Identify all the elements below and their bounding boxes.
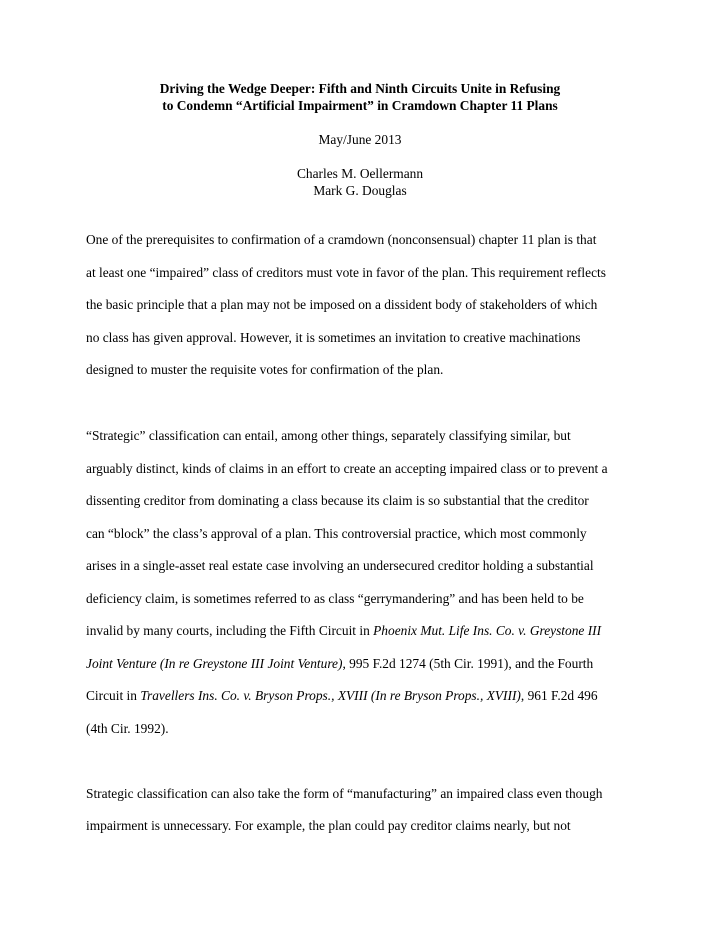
paragraph-2-line <box>86 688 598 704</box>
case-citation: Joint Venture (In re Greystone III Joint Venture) <box>86 656 343 671</box>
title-line-2: to Condemn “Artificial Impairment” in Cramdown Chapter 11 Plans <box>162 98 558 113</box>
paragraph-1-line: the basic principle that a plan may not be imposed on a dissident body of stakeholders of which <box>86 297 598 312</box>
title-line-1: Driving the Wedge Deeper: Fifth and Ninth Circuits Unite in Refusing <box>159 81 561 96</box>
paragraph-2-line <box>86 656 593 672</box>
author-1: Charles M. Oellermann <box>296 166 424 181</box>
text-run: , 995 F.2d 1274 (5th Cir. 1991), and the Fourth <box>342 656 594 671</box>
text-run: , 961 F.2d 496 <box>520 688 598 703</box>
paragraph-1-line: One of the prerequisites to confirmation of a cramdown (nonconsensual) chapter 11 plan is that <box>86 232 597 247</box>
paragraph-2-line: can “block” the class’s approval of a plan. This controversial practice, which most commonly <box>86 526 587 541</box>
case-citation: Travellers Ins. Co. v. Bryson Props., XVIII (In re Bryson Props., XVIII) <box>140 688 521 703</box>
paragraph-2-line: dissenting creditor from dominating a class because its claim is so substantial that the creditor <box>86 493 589 508</box>
paragraph-2-line <box>86 623 601 639</box>
author-2: Mark G. Douglas <box>313 183 407 198</box>
paragraph-2-line: “Strategic” classification can entail, among other things, separately classifying similar, but <box>86 428 571 443</box>
paragraph-3-line: Strategic classification can also take the form of “manufacturing” an impaired class even though <box>86 786 603 801</box>
paragraph-2-line: deficiency claim, is sometimes referred to as class “gerrymandering” and has been held to be <box>86 591 584 606</box>
paragraph-1-line: no class has given approval. However, it is sometimes an invitation to creative machinations <box>86 330 581 345</box>
paragraph-1-line: designed to muster the requisite votes for confirmation of the plan. <box>86 362 444 377</box>
publication-date: May/June 2013 <box>318 132 402 147</box>
paragraph-1-line: at least one “impaired” class of creditors must vote in favor of the plan. This requirement reflects <box>86 265 606 280</box>
text-run: invalid by many courts, including the Fifth Circuit in <box>86 623 374 638</box>
case-citation: Phoenix Mut. Life Ins. Co. v. Greystone III <box>373 623 602 638</box>
paragraph-2-line: arises in a single-asset real estate case involving an undersecured creditor holding a substantial <box>86 558 594 573</box>
text-run: Circuit in <box>86 688 141 703</box>
paragraph-3-line: impairment is unnecessary. For example, the plan could pay creditor claims nearly, but not <box>86 818 571 833</box>
paragraph-2-line: (4th Cir. 1992). <box>86 721 169 736</box>
document-title <box>80 80 640 114</box>
paragraph-2-line: arguably distinct, kinds of claims in an effort to create an accepting impaired class or to prevent a <box>86 461 608 476</box>
